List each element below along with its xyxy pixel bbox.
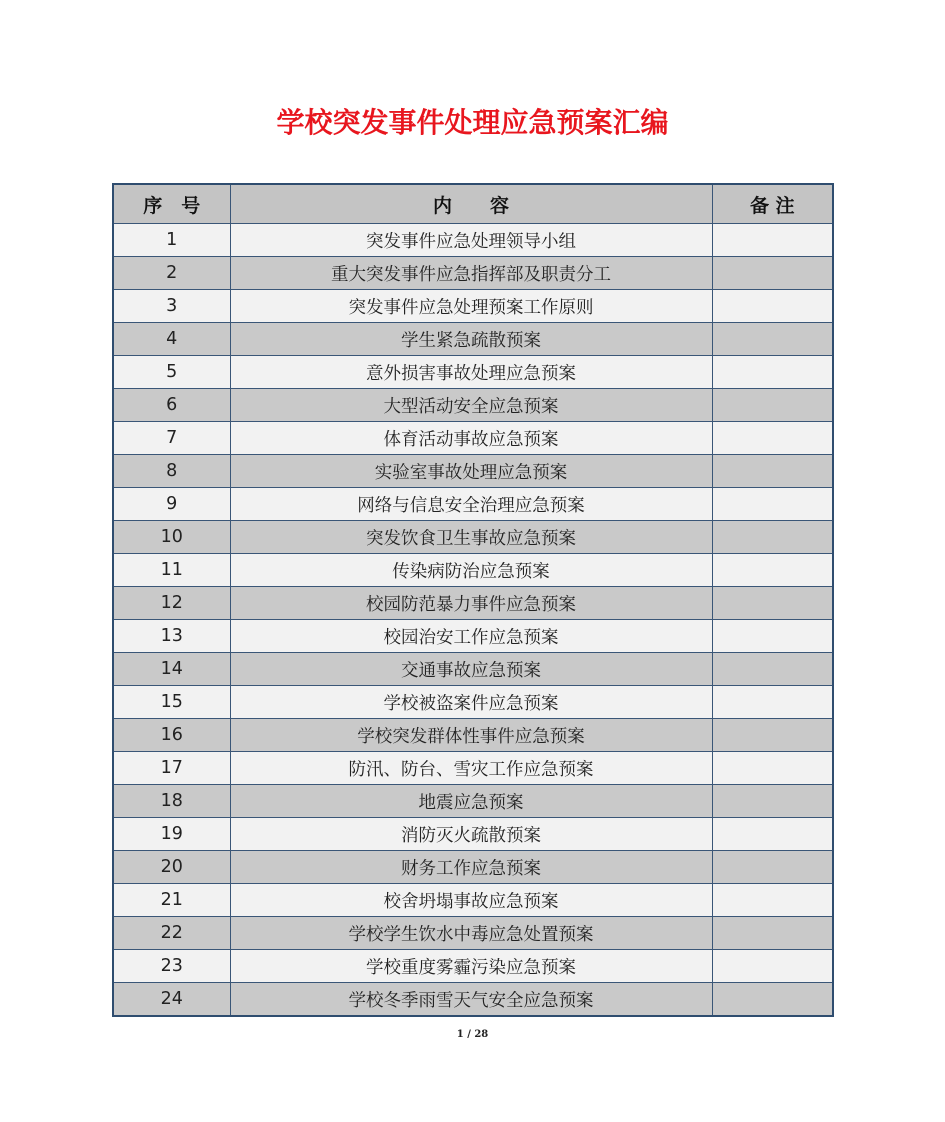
table-row <box>113 422 833 455</box>
table-row <box>113 224 833 257</box>
row-remark-cell <box>712 752 833 785</box>
row-content-cell: 地震应急预案 <box>230 785 712 818</box>
table-row <box>113 554 833 587</box>
row-content-cell: 学校学生饮水中毒应急处置预案 <box>230 917 712 950</box>
row-remark-cell <box>712 653 833 686</box>
row-number-cell: 6 <box>113 389 230 422</box>
row-number-cell: 8 <box>113 455 230 488</box>
row-remark-cell <box>712 488 833 521</box>
table-header <box>113 184 833 224</box>
row-remark-cell <box>712 422 833 455</box>
table-row <box>113 983 833 1017</box>
row-number-cell: 20 <box>113 851 230 884</box>
row-content-cell: 学校冬季雨雪天气安全应急预案 <box>230 983 712 1017</box>
row-content-cell: 突发事件应急处理领导小组 <box>230 224 712 257</box>
row-content-cell: 学校重度雾霾污染应急预案 <box>230 950 712 983</box>
table-row <box>113 290 833 323</box>
row-content-cell: 网络与信息安全治理应急预案 <box>230 488 712 521</box>
row-content-cell: 传染病防治应急预案 <box>230 554 712 587</box>
table-row <box>113 884 833 917</box>
table-header-row <box>113 184 833 224</box>
row-number-cell: 9 <box>113 488 230 521</box>
row-remark-cell <box>712 389 833 422</box>
row-content-cell: 学生紧急疏散预案 <box>230 323 712 356</box>
row-number-cell: 23 <box>113 950 230 983</box>
row-number-cell: 2 <box>113 257 230 290</box>
row-remark-cell <box>712 983 833 1017</box>
table-row <box>113 917 833 950</box>
row-number-cell: 4 <box>113 323 230 356</box>
row-number-cell: 14 <box>113 653 230 686</box>
header-serial-number: 序 号 <box>113 184 230 224</box>
row-number-cell: 17 <box>113 752 230 785</box>
row-number-cell: 1 <box>113 224 230 257</box>
row-content-cell: 学校突发群体性事件应急预案 <box>230 719 712 752</box>
table-row <box>113 356 833 389</box>
contents-table <box>112 183 834 1017</box>
row-content-cell: 突发事件应急处理预案工作原则 <box>230 290 712 323</box>
row-remark-cell <box>712 917 833 950</box>
row-remark-cell <box>712 455 833 488</box>
table-row <box>113 950 833 983</box>
table-row <box>113 653 833 686</box>
row-number-cell: 21 <box>113 884 230 917</box>
row-remark-cell <box>712 356 833 389</box>
row-remark-cell <box>712 521 833 554</box>
row-content-cell: 消防灭火疏散预案 <box>230 818 712 851</box>
table-row <box>113 455 833 488</box>
row-remark-cell <box>712 719 833 752</box>
row-remark-cell <box>712 884 833 917</box>
row-remark-cell <box>712 950 833 983</box>
table-row <box>113 389 833 422</box>
row-content-cell: 校舍坍塌事故应急预案 <box>230 884 712 917</box>
row-content-cell: 校园治安工作应急预案 <box>230 620 712 653</box>
row-number-cell: 3 <box>113 290 230 323</box>
row-remark-cell <box>712 224 833 257</box>
row-remark-cell <box>712 851 833 884</box>
row-number-cell: 7 <box>113 422 230 455</box>
table-row <box>113 620 833 653</box>
page-number: 1 / 28 <box>456 1029 489 1040</box>
table-row <box>113 752 833 785</box>
row-remark-cell <box>712 290 833 323</box>
page-title: 学校突发事件处理应急预案汇编 <box>276 106 669 139</box>
row-number-cell: 13 <box>113 620 230 653</box>
row-content-cell: 重大突发事件应急指挥部及职责分工 <box>230 257 712 290</box>
row-content-cell: 大型活动安全应急预案 <box>230 389 712 422</box>
row-content-cell: 实验室事故处理应急预案 <box>230 455 712 488</box>
row-number-cell: 18 <box>113 785 230 818</box>
row-content-cell: 交通事故应急预案 <box>230 653 712 686</box>
table-row <box>113 818 833 851</box>
table-body <box>113 224 833 1017</box>
row-remark-cell <box>712 686 833 719</box>
header-content: 内 容 <box>230 184 712 224</box>
row-number-cell: 22 <box>113 917 230 950</box>
row-content-cell: 体育活动事故应急预案 <box>230 422 712 455</box>
row-number-cell: 19 <box>113 818 230 851</box>
row-number-cell: 24 <box>113 983 230 1017</box>
row-content-cell: 学校被盗案件应急预案 <box>230 686 712 719</box>
row-remark-cell <box>712 323 833 356</box>
row-content-cell: 意外损害事故处理应急预案 <box>230 356 712 389</box>
table-row <box>113 521 833 554</box>
row-remark-cell <box>712 257 833 290</box>
table-row <box>113 719 833 752</box>
row-number-cell: 12 <box>113 587 230 620</box>
row-remark-cell <box>712 620 833 653</box>
row-remark-cell <box>712 818 833 851</box>
table-row <box>113 587 833 620</box>
row-number-cell: 11 <box>113 554 230 587</box>
row-number-cell: 10 <box>113 521 230 554</box>
header-remark: 备 注 <box>712 184 833 224</box>
row-remark-cell <box>712 554 833 587</box>
table-row <box>113 323 833 356</box>
table-row <box>113 257 833 290</box>
row-number-cell: 5 <box>113 356 230 389</box>
table-row <box>113 851 833 884</box>
row-remark-cell <box>712 587 833 620</box>
row-content-cell: 突发饮食卫生事故应急预案 <box>230 521 712 554</box>
table-row <box>113 785 833 818</box>
row-number-cell: 16 <box>113 719 230 752</box>
row-content-cell: 防汛、防台、雪灾工作应急预案 <box>230 752 712 785</box>
row-content-cell: 校园防范暴力事件应急预案 <box>230 587 712 620</box>
row-content-cell: 财务工作应急预案 <box>230 851 712 884</box>
table-row <box>113 686 833 719</box>
row-remark-cell <box>712 785 833 818</box>
table-row <box>113 488 833 521</box>
row-number-cell: 15 <box>113 686 230 719</box>
